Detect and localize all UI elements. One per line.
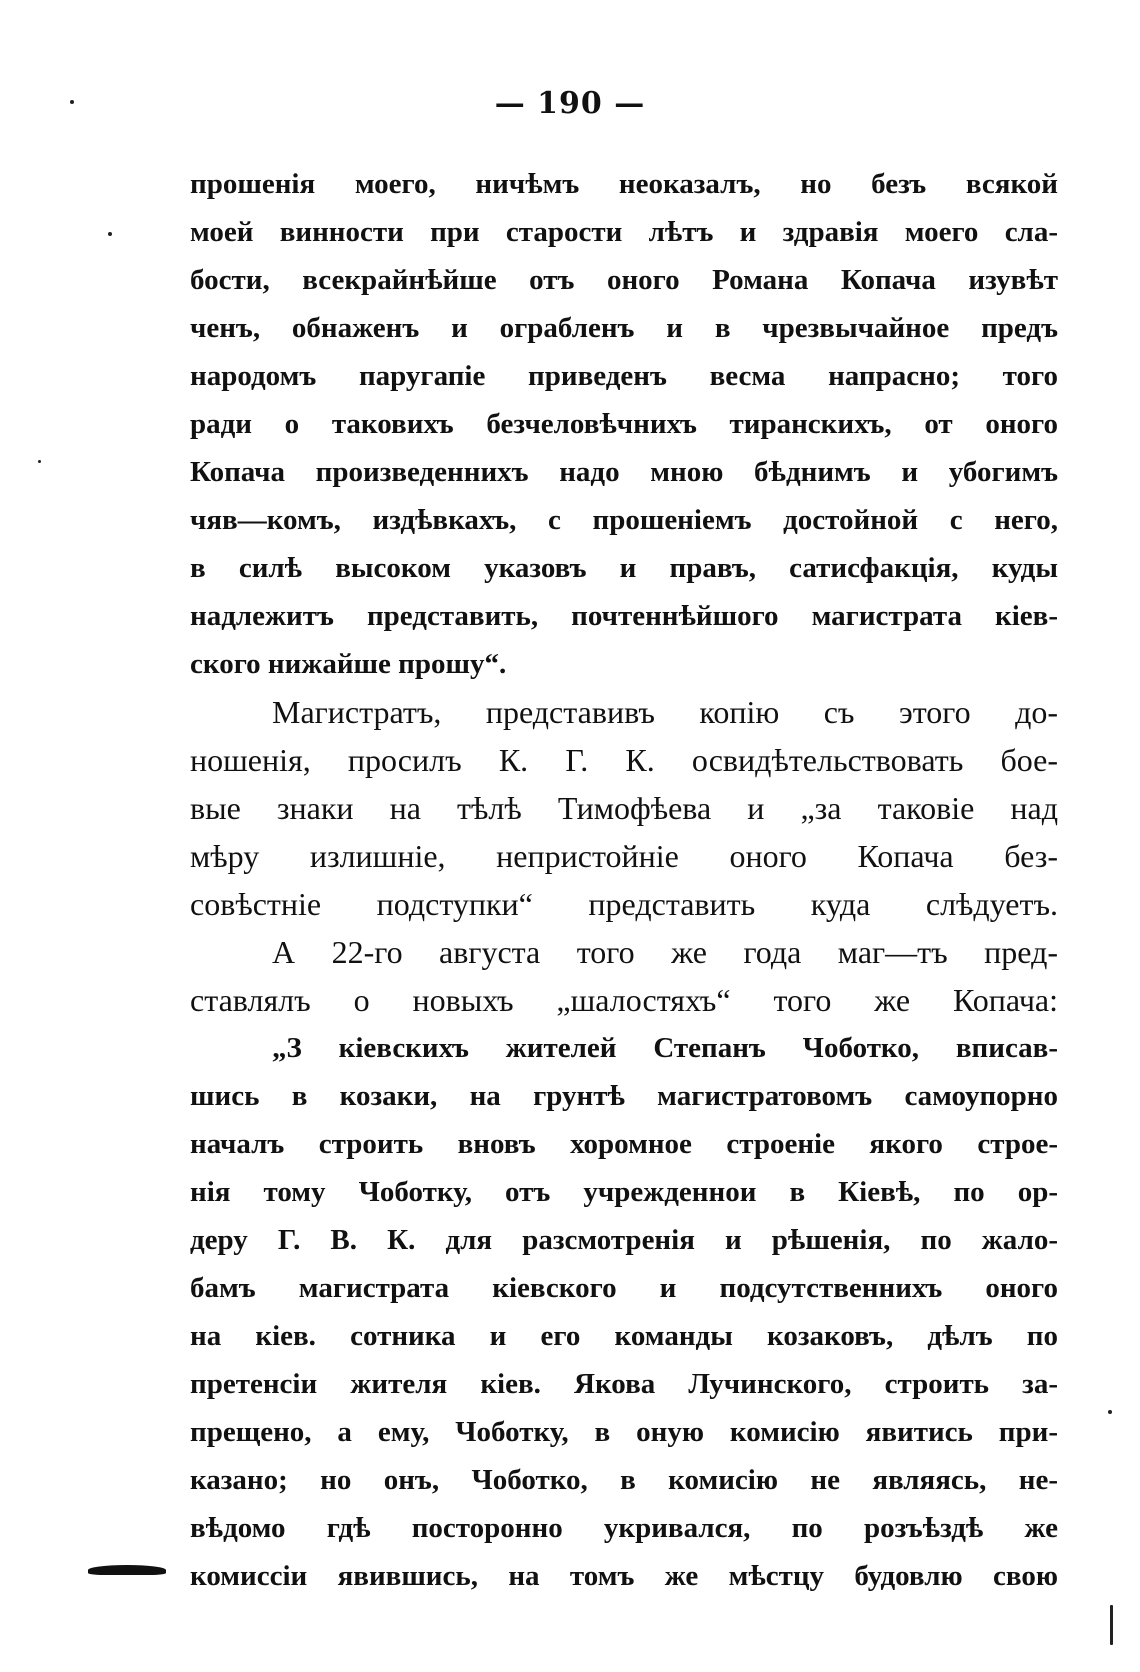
text-line: ского нижайше прошу“. xyxy=(190,648,507,680)
scan-speck xyxy=(108,232,112,236)
text-line: „З кіевскихъ жителей Степанъ Чоботко, вписав- xyxy=(272,1032,1058,1064)
text-line: бамъ магистрата кіевского и подсутственнихъ оного xyxy=(190,1272,1058,1304)
body-text xyxy=(190,160,1058,1600)
text-line: началъ строить вновъ хоромное строеніе якого строе- xyxy=(190,1128,1058,1160)
text-line: в силѣ высоком указовъ и правъ, сатисфакція, куды xyxy=(190,552,1058,584)
text-line: А 22-го августа того же года маг—тъ пред- xyxy=(272,934,1058,970)
text-line: моей винности при старости лѣтъ и здравія моего сла- xyxy=(190,216,1058,248)
text-line: нія тому Чоботку, отъ учрежденнои в Кіевѣ, по ор- xyxy=(190,1176,1058,1208)
text-line: ради о таковихъ безчеловѣчнихъ тиранскихъ, от оного xyxy=(190,408,1058,440)
text-line: бости, всекрайнѣйше отъ оного Романа Копача изувѣт xyxy=(190,264,1058,296)
text-line: шись в козаки, на грунтѣ магистратовомъ самоупорно xyxy=(190,1080,1058,1112)
text-line: претенсіи жителя кіев. Якова Лучинского, строить за- xyxy=(190,1368,1058,1400)
text-line: Копача произведенниxъ надо мною бѣднимъ и убогимъ xyxy=(190,456,1058,488)
text-line: ченъ, обнаженъ и ограбленъ и в чрезвычайное предъ xyxy=(190,312,1058,344)
text-line: на кіев. сотника и его команды козаковъ, дѣлъ по xyxy=(190,1320,1058,1352)
text-line: совѣстніе подступки“ представить куда слѣдуетъ. xyxy=(190,886,1058,922)
text-line: ставлялъ о новыхъ „шалостяхъ“ того же Копача: xyxy=(190,982,1058,1018)
ink-blot-mark xyxy=(88,1565,166,1575)
text-line: деру Г. В. К. для разсмотренія и рѣшенія, по жало- xyxy=(190,1224,1058,1256)
text-line: Магистратъ, представивъ копію съ этого до- xyxy=(272,694,1058,730)
text-line: прошенія моего, ничѣмъ неоказалъ, но безъ всякой xyxy=(190,168,1058,200)
text-line: народомъ паругапіе приведенъ весма напрасно; того xyxy=(190,360,1058,392)
text-line: надлежитъ представить, почтеннѣйшого магистрата кіев- xyxy=(190,600,1058,632)
text-line: ношенія, просилъ К. Г. К. освидѣтельствовать бое- xyxy=(190,742,1058,778)
scan-speck xyxy=(1108,1410,1112,1414)
text-line: казано; но онъ, Чоботко, в комисію не являясь, не- xyxy=(190,1464,1058,1496)
text-line: прещено, а ему, Чоботку, в оную комисію явитись при- xyxy=(190,1416,1058,1448)
text-line: вые знаки на тѣлѣ Тимофѣева и „за таковіе над xyxy=(190,790,1058,826)
text-line: комиссіи явившись, на томъ же мѣстцу будовлю свою xyxy=(190,1560,1058,1592)
text-line: вѣдомо гдѣ посторонно укривался, по розъѣздѣ же xyxy=(190,1512,1058,1544)
scan-edge-line xyxy=(1110,1605,1113,1645)
scan-speck xyxy=(70,100,74,104)
scan-speck xyxy=(38,460,41,463)
text-line: чяв—комъ, издѣвкахъ, с прошеніемъ достойной с него, xyxy=(190,504,1058,536)
text-line: мѣру излишніе, непристойніе оного Копача без- xyxy=(190,838,1058,874)
page-number: — 190 — xyxy=(494,86,646,121)
